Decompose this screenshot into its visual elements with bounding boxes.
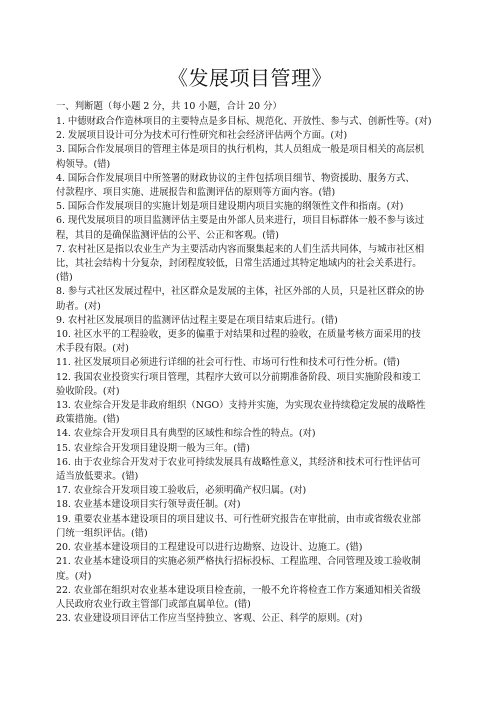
text-line: 术手段有限。(对) [56,343,129,355]
text-line: 验收阶段。(对) [56,385,120,397]
text-line: 度。(对) [56,570,92,582]
text-line: 1. 中德财政合作造林项目的主要特点是多目标、规范化、开放性、参与式、创新性等。(对) [56,116,432,127]
text-line: 助者。(对) [56,300,101,312]
text-line: 门统一组织评估。(错) [56,527,148,539]
text-line: 10. 社区水平的工程验收，更多的偏重于对结果和过程的验收，在质量考核方面采用的技 [56,329,421,341]
text-line: 17. 农业综合开发项目竣工验收后，必须明确产权归属。(对) [56,485,307,497]
text-line: 4. 国际合作发展项目中所签署的财政协议的主件包括项目细节、物资援助、服务方式、 [56,172,415,184]
text-line: 14. 农业综合开发项目具有典型的区域性和综合性的特点。(对) [56,428,316,440]
text-line: 11. 社区发展项目必须进行详细的社会可行性、市场可行性和技术可行性分析。(错) [56,357,400,369]
text-line: 3. 国际合作发展项目的管理主体是项目的执行机构，其人员组成一般是项目相关的高层机 [56,144,425,156]
text-line: 21. 农业基本建设项目的实施必须严格执行招标投标、工程监理、合同管理及竣工验收制 [56,556,421,568]
text-line: 2. 发展项目设计可分为技术可行性研究和社会经济评估两个方面。(对) [56,130,348,142]
question-list [56,115,450,626]
text-line: 6. 现代发展项目的项目监测评估主要是由外部人员来进行，项目目标群体一般不参与该过 [56,215,425,227]
text-line: 政策措施。(错) [56,414,120,426]
text-line: 付款程序、项目实施、进展报告和监测评估的原则等方面内容。(错) [56,187,336,199]
text-line: 12. 我国农业投资实行项目管理，其程序大致可以分前期准备阶段、项目实施阶段和竣工 [56,371,421,383]
text-line: 适当放低要求。(错) [56,471,139,483]
text-line: 22. 农业部在组织对农业基本建设项目检查前，一般不允许将检查工作方案通知相关省级 [56,584,421,596]
text-line: 人民政府农业行政主管部门或部直属单位。(错) [56,598,251,610]
text-line: 16. 由于农业综合开发对于农业可持续发展具有战略性意义，其经济和技术可行性评估可 [56,456,421,468]
text-line: 18. 农业基本建设项目实行领导责任制。(对) [56,499,241,511]
text-line: 构领导。(错) [56,158,111,170]
section-header: 一、判断题（每小题 2 分，共 10 小题，合计 20 分） [56,101,282,112]
text-line: 15. 农业综合开发项目建设期一般为三年。(错) [56,442,250,454]
text-line: (错) [56,272,73,284]
document-title: 《发展项目管理》 [168,66,332,90]
text-line: 20. 农业基本建设项目的工程建设可以进行边勘察、边设计、边施工。(错) [56,542,363,554]
text-line: 比，其社会结构十分复杂，封闭程度较低，日常生活通过其特定地域内的社会关系进行。 [56,258,422,270]
text-line: 5. 国际合作发展项目的实施计划是项目建设期内项目实施的纲领性文件和指南。(对) [56,201,404,213]
text-line: 7. 农村社区是指以农业生产为主要活动内容而聚集起来的人们生活共同体，与城市社区相 [56,243,425,255]
text-line: 19. 重要农业基本建设项目的项目建议书、可行性研究报告在审批前，由市或省级农业部 [56,513,421,525]
text-line: 23. 农业建设项目评估工作应当坚持独立、客观、公正、科学的原则。(对) [56,613,363,625]
text-line: 13. 农业综合开发是非政府组织（NGO）支持并实施，为实现农业持续稳定发展的战略性 [56,400,426,412]
text-line: 程，其目的是确保监测评估的公平、公正和客观。(错) [56,229,279,241]
text-line: 8. 参与式社区发展过程中，社区群众是发展的主体，社区外部的人员，只是社区群众的协 [56,286,425,298]
text-line: 9. 农村社区发展项目的监测评估过程主要是在项目结束后进行。(错) [56,314,338,326]
